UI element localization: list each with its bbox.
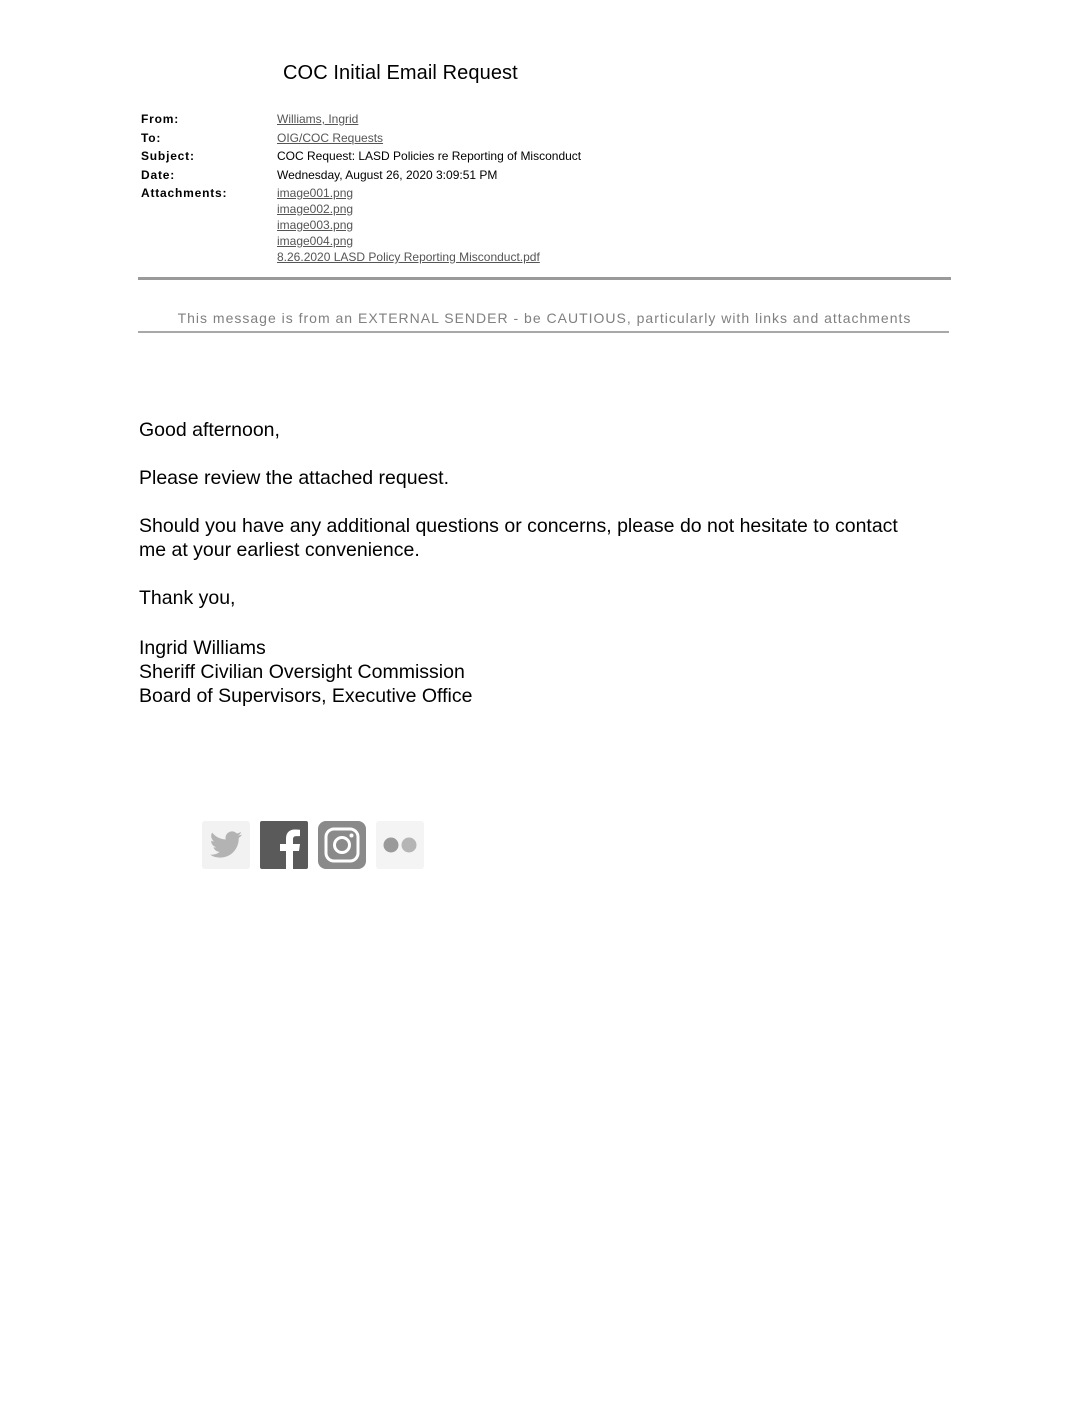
date-row — [141, 167, 951, 186]
header-divider — [138, 277, 951, 280]
closing: Thank you, — [139, 587, 236, 609]
subject-row — [141, 148, 951, 167]
from-label: From: — [141, 112, 179, 126]
attachment-link[interactable]: image003.png — [277, 218, 354, 232]
signature-dept: Board of Supervisors, Executive Office — [139, 685, 473, 707]
signature-org: Sheriff Civilian Oversight Commission — [139, 661, 465, 683]
body-line-convenience: me at your earliest convenience. — [139, 539, 420, 561]
signature-name: Ingrid Williams — [139, 637, 266, 659]
instagram-icon[interactable] — [318, 821, 366, 869]
from-link[interactable]: Williams, Ingrid — [277, 112, 359, 126]
date-value: Wednesday, August 26, 2020 3:09:51 PM — [277, 167, 498, 182]
to-row — [141, 130, 951, 149]
email-header — [141, 111, 951, 264]
attachments-row — [141, 185, 951, 264]
greeting: Good afternoon, — [139, 419, 280, 441]
body-line-review: Please review the attached request. — [139, 467, 450, 489]
attachment-link[interactable]: 8.26.2020 LASD Policy Reporting Misconduct.pdf — [277, 250, 540, 264]
attachment-link[interactable]: image002.png — [277, 202, 354, 216]
flickr-icon[interactable] — [376, 821, 424, 869]
date-label: Date: — [141, 167, 176, 182]
to-label: To: — [141, 130, 162, 145]
attachments-list — [277, 185, 540, 265]
attachments-label: Attachments: — [141, 186, 228, 200]
from-row — [141, 111, 951, 130]
attachment-link[interactable]: image001.png — [277, 186, 354, 200]
external-sender-banner: This message is from an EXTERNAL SENDER - be CAUTIOUS, particularly with links and attachments — [177, 310, 912, 326]
to-link[interactable]: OIG/COC Requests — [277, 130, 384, 145]
twitter-icon[interactable] — [202, 821, 250, 869]
body-line-questions: Should you have any additional questions or concerns, please do not hesitate to contact — [139, 515, 898, 537]
subject-label: Subject: — [141, 149, 195, 163]
social-links — [202, 821, 424, 871]
subject-value: COC Request: LASD Policies re Reporting of Misconduct — [277, 149, 582, 163]
banner-divider — [138, 331, 949, 333]
attachment-link[interactable]: image004.png — [277, 234, 354, 248]
facebook-icon[interactable] — [260, 821, 308, 869]
page-title: COC Initial Email Request — [283, 62, 518, 84]
